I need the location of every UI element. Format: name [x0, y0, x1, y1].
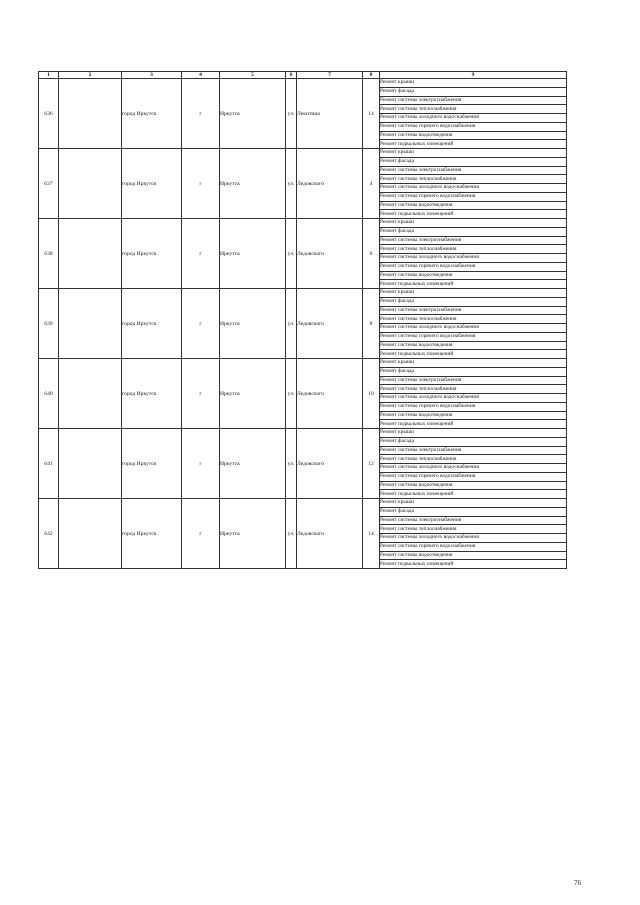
work-type-cell: Ремонт системы горячего водоснабжения	[380, 192, 567, 201]
settlement-type-cell: г	[182, 429, 220, 499]
work-type-cell: Ремонт крыши	[380, 219, 567, 228]
column-header-2: 2	[59, 72, 122, 79]
house-number-cell: 14	[363, 499, 380, 569]
municipality-cell: город Иркутск	[122, 79, 182, 149]
work-type-cell: Ремонт подвальных помещений	[380, 210, 567, 219]
settlement-type-cell: г	[182, 359, 220, 429]
work-type-cell: Ремонт крыши	[380, 499, 567, 508]
street-type-cell: ул.	[286, 289, 297, 359]
settlement-type-cell: г	[182, 289, 220, 359]
table-row	[39, 219, 567, 228]
municipality-cell: город Иркутск	[122, 429, 182, 499]
record-number-cell: 637	[39, 149, 59, 219]
settlement-cell: Иркутск	[220, 359, 286, 429]
empty-cell-cell	[59, 149, 122, 219]
settlement-type-cell: г	[182, 149, 220, 219]
work-type-cell: Ремонт системы холодного водоснабжения	[380, 394, 567, 403]
column-header-4: 4	[182, 72, 220, 79]
table-row	[39, 79, 567, 88]
record-number-cell: 640	[39, 359, 59, 429]
settlement-cell: Иркутск	[220, 429, 286, 499]
register-table	[38, 71, 567, 569]
work-type-cell: Ремонт фасада	[380, 157, 567, 166]
record-number-cell: 638	[39, 219, 59, 289]
column-header-6: 6	[286, 72, 297, 79]
empty-cell-cell	[59, 79, 122, 149]
work-type-cell: Ремонт системы теплоснабжения	[380, 105, 567, 114]
work-type-cell: Ремонт системы горячего водоснабжения	[380, 332, 567, 341]
house-number-cell: 12	[363, 429, 380, 499]
work-type-cell: Ремонт системы холодного водоснабжения	[380, 114, 567, 123]
empty-cell-cell	[59, 359, 122, 429]
work-type-cell: Ремонт системы водоотведения	[380, 131, 567, 140]
work-type-cell: Ремонт системы электроснабжения	[380, 166, 567, 175]
work-type-cell: Ремонт системы горячего водоснабжения	[380, 122, 567, 131]
column-header-7: 7	[297, 72, 363, 79]
work-type-cell: Ремонт фасада	[380, 367, 567, 376]
work-type-cell: Ремонт фасада	[380, 87, 567, 96]
street-type-cell: ул.	[286, 429, 297, 499]
street-type-cell: ул.	[286, 79, 297, 149]
street-type-cell: ул.	[286, 149, 297, 219]
work-type-cell: Ремонт подвальных помещений	[380, 280, 567, 289]
work-type-cell: Ремонт фасада	[380, 227, 567, 236]
settlement-cell: Иркутск	[220, 79, 286, 149]
work-type-cell: Ремонт фасада	[380, 297, 567, 306]
house-number-cell: 10	[363, 359, 380, 429]
work-type-cell: Ремонт системы электроснабжения	[380, 306, 567, 315]
work-type-cell: Ремонт фасада	[380, 437, 567, 446]
work-type-cell: Ремонт подвальных помещений	[380, 420, 567, 429]
column-header-5: 5	[220, 72, 286, 79]
record-number-cell: 639	[39, 289, 59, 359]
municipality-cell: город Иркутск	[122, 359, 182, 429]
settlement-type-cell: г	[182, 219, 220, 289]
empty-cell-cell	[59, 289, 122, 359]
empty-cell-cell	[59, 429, 122, 499]
work-type-cell: Ремонт фасада	[380, 507, 567, 516]
street-cell: Лекитина	[297, 79, 363, 149]
settlement-type-cell: г	[182, 79, 220, 149]
empty-cell-cell	[59, 499, 122, 569]
table-row	[39, 429, 567, 438]
work-type-cell: Ремонт системы теплоснабжения	[380, 175, 567, 184]
work-type-cell: Ремонт системы холодного водоснабжения	[380, 324, 567, 333]
record-number-cell: 641	[39, 429, 59, 499]
work-type-cell: Ремонт системы холодного водоснабжения	[380, 464, 567, 473]
work-type-cell: Ремонт системы водоотведения	[380, 201, 567, 210]
work-type-cell: Ремонт системы водоотведения	[380, 551, 567, 560]
work-type-cell: Ремонт системы горячего водоснабжения	[380, 472, 567, 481]
record-number-cell: 636	[39, 79, 59, 149]
empty-cell-cell	[59, 219, 122, 289]
header-row	[39, 72, 567, 79]
record-number-cell: 642	[39, 499, 59, 569]
street-cell: Ледовского	[297, 219, 363, 289]
work-type-cell: Ремонт подвальных помещений	[380, 140, 567, 149]
work-type-cell: Ремонт крыши	[380, 359, 567, 368]
table-row	[39, 359, 567, 368]
table-body	[39, 79, 567, 569]
house-number-cell: 14	[363, 79, 380, 149]
work-type-cell: Ремонт системы горячего водоснабжения	[380, 402, 567, 411]
table-row	[39, 499, 567, 508]
settlement-type-cell: г	[182, 499, 220, 569]
work-type-cell: Ремонт системы электроснабжения	[380, 516, 567, 525]
work-type-cell: Ремонт системы горячего водоснабжения	[380, 542, 567, 551]
work-type-cell: Ремонт подвальных помещений	[380, 560, 567, 569]
house-number-cell: 6	[363, 219, 380, 289]
work-type-cell: Ремонт системы холодного водоснабжения	[380, 534, 567, 543]
settlement-cell: Иркутск	[220, 149, 286, 219]
work-type-cell: Ремонт крыши	[380, 149, 567, 158]
street-cell: Ледовского	[297, 429, 363, 499]
work-type-cell: Ремонт системы водоотведения	[380, 411, 567, 420]
street-type-cell: ул.	[286, 499, 297, 569]
settlement-cell: Иркутск	[220, 219, 286, 289]
work-type-cell: Ремонт крыши	[380, 79, 567, 88]
street-cell: Ледовского	[297, 149, 363, 219]
house-number-cell: 4	[363, 149, 380, 219]
work-type-cell: Ремонт системы электроснабжения	[380, 446, 567, 455]
work-type-cell: Ремонт крыши	[380, 289, 567, 298]
work-type-cell: Ремонт системы электроснабжения	[380, 376, 567, 385]
work-type-cell: Ремонт системы водоотведения	[380, 481, 567, 490]
municipality-cell: город Иркутск	[122, 149, 182, 219]
column-header-9: 9	[380, 72, 567, 79]
work-type-cell: Ремонт системы теплоснабжения	[380, 455, 567, 464]
house-number-cell: 8	[363, 289, 380, 359]
municipality-cell: город Иркутск	[122, 289, 182, 359]
table-row	[39, 149, 567, 158]
work-type-cell: Ремонт системы водоотведения	[380, 271, 567, 280]
page-number: 76	[574, 879, 581, 887]
work-type-cell: Ремонт подвальных помещений	[380, 350, 567, 359]
street-type-cell: ул.	[286, 219, 297, 289]
work-type-cell: Ремонт крыши	[380, 429, 567, 438]
settlement-cell: Иркутск	[220, 499, 286, 569]
work-type-cell: Ремонт системы теплоснабжения	[380, 245, 567, 254]
settlement-cell: Иркутск	[220, 289, 286, 359]
work-type-cell: Ремонт системы холодного водоснабжения	[380, 184, 567, 193]
street-cell: Ледовского	[297, 289, 363, 359]
municipality-cell: город Иркутск	[122, 499, 182, 569]
street-type-cell: ул.	[286, 359, 297, 429]
work-type-cell: Ремонт системы горячего водоснабжения	[380, 262, 567, 271]
municipality-cell: город Иркутск	[122, 219, 182, 289]
work-type-cell: Ремонт подвальных помещений	[380, 490, 567, 499]
street-cell: Ледовского	[297, 499, 363, 569]
column-header-3: 3	[122, 72, 182, 79]
work-type-cell: Ремонт системы водоотведения	[380, 341, 567, 350]
work-type-cell: Ремонт системы электроснабжения	[380, 96, 567, 105]
street-cell: Ледовского	[297, 359, 363, 429]
work-type-cell: Ремонт системы теплоснабжения	[380, 385, 567, 394]
work-type-cell: Ремонт системы теплоснабжения	[380, 315, 567, 324]
column-header-8: 8	[363, 72, 380, 79]
table-row	[39, 289, 567, 298]
work-type-cell: Ремонт системы холодного водоснабжения	[380, 254, 567, 263]
work-type-cell: Ремонт системы теплоснабжения	[380, 525, 567, 534]
column-header-1: 1	[39, 72, 59, 79]
work-type-cell: Ремонт системы электроснабжения	[380, 236, 567, 245]
